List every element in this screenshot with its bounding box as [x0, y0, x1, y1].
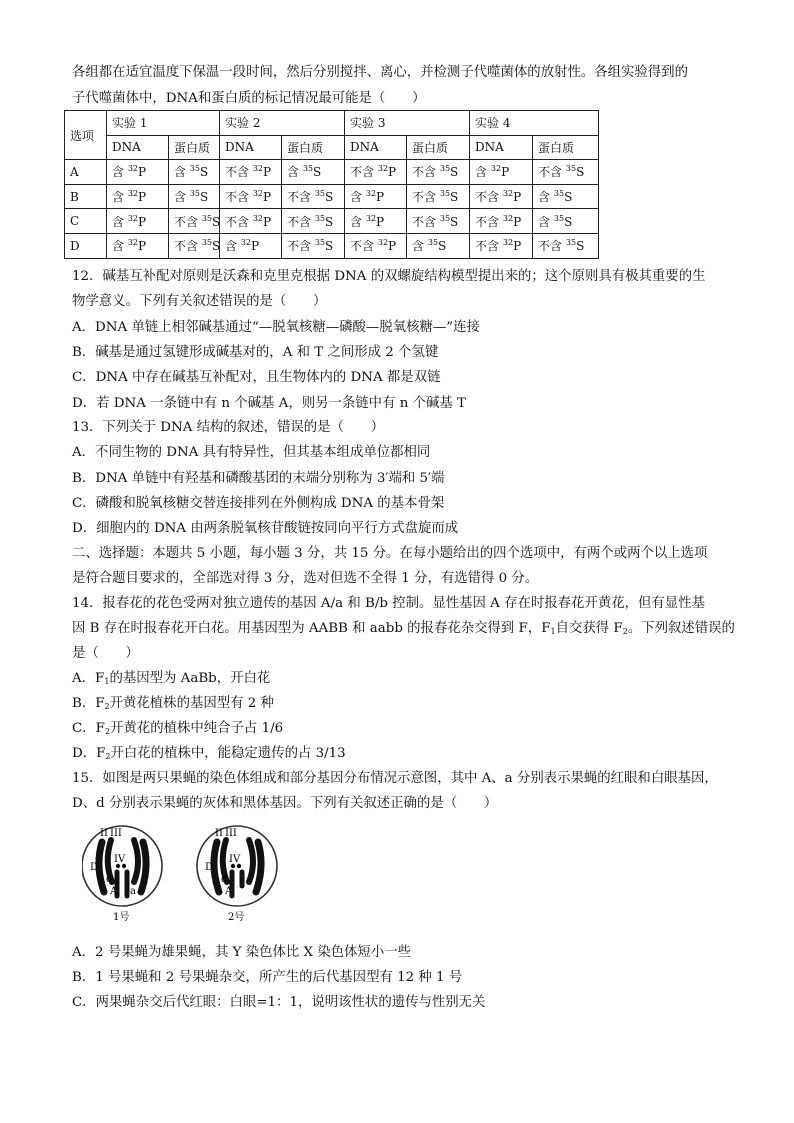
- label-cell: [220, 233, 282, 258]
- q13-option-c: C．磷酸和脱氧核糖交替连接排列在外侧构成 DNA 的基本骨架: [72, 496, 445, 511]
- isotope-mass: 32: [127, 238, 139, 248]
- option-header: 选项: [65, 111, 107, 160]
- isotope-element: P: [376, 214, 385, 229]
- label-cell: [345, 184, 407, 209]
- q14-stem-2c: 。下列叙述错误的: [627, 621, 735, 636]
- isotope-element: P: [513, 239, 522, 254]
- q14-stem-1: 14．报春花的花色受两对独立遗传的基因 A/a 和 B/b 控制。显性基因 A 存在时报春花开黄花，但有显性基: [72, 596, 705, 611]
- cell-prefix: 不含: [287, 239, 315, 254]
- cell-prefix: 不含: [287, 214, 315, 229]
- isotope-element: S: [212, 214, 221, 229]
- label-cell: [282, 184, 345, 209]
- label-cell: [345, 160, 407, 185]
- q15-option-c: C．两果蝇杂交后代红眼：白眼=1：1，说明该性状的遗传与性别无关: [72, 995, 486, 1010]
- gene-A: A: [110, 886, 118, 897]
- option-label: C．F: [72, 721, 105, 736]
- table-row: [65, 209, 599, 234]
- isotope-element: S: [313, 165, 322, 180]
- isotope-element: P: [263, 165, 272, 180]
- isotope-element: P: [501, 165, 510, 180]
- label-cell: [470, 233, 533, 258]
- isotope-mass: 32: [502, 189, 514, 199]
- option-label: D．F: [72, 746, 106, 761]
- isotope-element: P: [138, 190, 147, 205]
- subscript: 2: [104, 702, 110, 711]
- subscript: 1: [550, 627, 556, 636]
- cell-prefix: 含: [174, 190, 190, 205]
- label-iii: III: [225, 828, 237, 839]
- q15-stem-2: D、d 分别表示果蝇的灰体和黑体基因。下列有关叙述正确的是（ ）: [72, 796, 498, 811]
- isotope-element: P: [138, 239, 147, 254]
- isotope-element: S: [325, 214, 334, 229]
- q15-option-b: B．1 号果蝇和 2 号果蝇杂交，所产生的后代基因型有 12 种 1 号: [72, 970, 463, 985]
- cell-2: [197, 826, 277, 923]
- label-ii: II: [215, 828, 223, 839]
- option-label: B．F: [72, 696, 105, 711]
- experiment-1-header: 实验 1: [107, 111, 220, 136]
- cell-prefix: 含: [112, 190, 128, 205]
- cell-prefix: 不含: [174, 239, 202, 254]
- q15-stem-1: 15．如图是两只果蝇的染色体组成和部分基因分布情况示意图，其中 A、a 分别表示果蝇的红眼和白眼基因，: [72, 771, 718, 786]
- isotope-mass: 35: [439, 189, 451, 199]
- isotope-element: P: [376, 190, 385, 205]
- isotope-mass: 32: [252, 189, 264, 199]
- option-label-cell: A: [65, 160, 107, 185]
- section2-line-1: 二、选择题：本题共 5 小题，每小题 3 分，共 15 分。在每小题给出的四个选项中，有两个或两个以上选项: [72, 546, 708, 561]
- cell-prefix: 不含: [475, 190, 503, 205]
- isotope-mass: 35: [314, 238, 326, 248]
- isotope-mass: 32: [365, 213, 377, 223]
- cell-prefix: 含: [112, 239, 128, 254]
- chromosome-ii-right: [256, 842, 261, 892]
- isotope-mass: 32: [240, 238, 252, 248]
- q15-option-a: A．2 号果蝇为雄果蝇，其 Y 染色体比 X 染色体短小一些: [72, 945, 412, 960]
- isotope-mass: 32: [252, 164, 264, 174]
- cell-prefix: 含: [225, 239, 241, 254]
- chromosome-ii-left: [99, 842, 104, 892]
- q14-stem-3: 是（ ）: [72, 646, 139, 661]
- label-cell: [220, 209, 282, 234]
- dna-header: DNA: [470, 135, 533, 160]
- chromosome-ii-left: [214, 842, 219, 892]
- gene-d: d: [106, 874, 113, 885]
- cell-prefix: 不含: [225, 190, 253, 205]
- isotope-mass: 32: [502, 213, 514, 223]
- label-ii: II: [100, 828, 108, 839]
- isotope-element: S: [212, 239, 221, 254]
- isotope-element: P: [388, 165, 397, 180]
- cell-prefix: 不含: [350, 165, 378, 180]
- table-row: [65, 184, 599, 209]
- q14-option-d: [72, 745, 346, 763]
- experiment-table: [64, 110, 599, 259]
- isotope-element: P: [263, 214, 272, 229]
- isotope-mass: 35: [314, 189, 326, 199]
- isotope-mass: 35: [565, 238, 577, 248]
- isotope-mass: 35: [553, 189, 565, 199]
- cell-prefix: 不含: [475, 239, 503, 254]
- cell-prefix: 含: [412, 239, 428, 254]
- cell-prefix: 不含: [350, 239, 378, 254]
- cell-prefix: 含: [174, 165, 190, 180]
- dna-header: DNA: [220, 135, 282, 160]
- isotope-element: S: [576, 239, 585, 254]
- isotope-element: P: [513, 190, 522, 205]
- caption-1: 1号: [113, 912, 130, 923]
- isotope-element: S: [450, 190, 459, 205]
- isotope-mass: 35: [302, 164, 314, 174]
- isotope-element: S: [325, 239, 334, 254]
- q12-option-c: C．DNA 中存在碱基互补配对，且生物体内的 DNA 都是双链: [72, 370, 441, 385]
- experiment-4-header: 实验 4: [470, 111, 599, 136]
- cell-prefix: 含: [287, 165, 303, 180]
- cell-prefix: 不含: [174, 214, 202, 229]
- subscript: 2: [104, 727, 111, 736]
- chromosome-ii-right: [141, 842, 146, 892]
- intro-line-2: 子代噬菌体中，DNA和蛋白质的标记情况最可能是（ ）: [72, 91, 426, 106]
- cell-prefix: 不含: [225, 165, 253, 180]
- isotope-mass: 32: [377, 238, 389, 248]
- gene-D: D: [205, 862, 214, 873]
- cell-prefix: 含: [538, 214, 554, 229]
- label-cell: [345, 209, 407, 234]
- isotope-element: P: [138, 165, 147, 180]
- option-label-cell: D: [65, 233, 107, 258]
- intro-line-1: 各组都在适宜温度下保温一段时间，然后分别搅拌、离心，并检测子代噬菌体的放射性。各组实验得到的: [72, 65, 688, 80]
- table-body: [65, 160, 599, 258]
- isotope-mass: 32: [490, 164, 502, 174]
- option-label-cell: C: [65, 209, 107, 234]
- cell-prefix: 不含: [538, 239, 566, 254]
- isotope-element: P: [513, 214, 522, 229]
- subscript: 1: [104, 677, 110, 686]
- cell-prefix: 含: [538, 190, 554, 205]
- label-cell: [169, 160, 220, 185]
- isotope-element: S: [200, 165, 209, 180]
- isotope-element: P: [388, 239, 397, 254]
- isotope-element: S: [576, 165, 585, 180]
- label-cell: [407, 209, 470, 234]
- dna-header: DNA: [345, 135, 407, 160]
- table-row: [65, 233, 599, 258]
- gene-a: a: [130, 886, 136, 897]
- cell-prefix: 不含: [538, 165, 566, 180]
- isotope-element: P: [251, 239, 260, 254]
- q14-option-a: [72, 670, 270, 688]
- isotope-element: P: [263, 190, 272, 205]
- option-text: 开黄花的植株中纯合子占 1/6: [110, 721, 284, 736]
- fruit-fly-chromosome-figure: [82, 822, 287, 927]
- label-cell: [470, 184, 533, 209]
- cell-prefix: 含: [112, 165, 128, 180]
- option-label-cell: B: [65, 184, 107, 209]
- isotope-mass: 32: [365, 189, 377, 199]
- isotope-element: S: [438, 239, 447, 254]
- q14-stem-2b: 自交获得 F: [555, 621, 623, 636]
- gene-D: D: [90, 862, 99, 873]
- isotope-element: S: [325, 190, 334, 205]
- label-cell: [407, 160, 470, 185]
- q14-option-c: [72, 720, 283, 738]
- dna-header: DNA: [107, 135, 169, 160]
- label-cell: [533, 184, 599, 209]
- label-cell: [533, 233, 599, 258]
- cell-prefix: 不含: [412, 214, 440, 229]
- cell-prefix: 不含: [412, 190, 440, 205]
- isotope-mass: 35: [565, 164, 577, 174]
- isotope-element: P: [138, 214, 147, 229]
- cell-prefix: 不含: [287, 190, 315, 205]
- isotope-mass: 32: [127, 164, 139, 174]
- isotope-element: S: [564, 190, 573, 205]
- isotope-mass: 32: [252, 213, 264, 223]
- label-cell: [282, 209, 345, 234]
- label-iv: IV: [114, 854, 126, 865]
- cell-prefix: 含: [350, 190, 366, 205]
- label-cell: [407, 233, 470, 258]
- isotope-mass: 32: [502, 238, 514, 248]
- label-cell: [345, 233, 407, 258]
- protein-header: 蛋白质: [407, 135, 470, 160]
- label-cell: [107, 160, 169, 185]
- chromosome-iii-right: [249, 840, 253, 882]
- q13-stem: 13．下列关于 DNA 结构的叙述，错误的是（ ）: [72, 420, 385, 435]
- q14-stem-2a: 因 B 存在时报春花开白花。用基因型为 AABB 和 aabb 的报春花杂交得到 F，F: [72, 621, 551, 636]
- isotope-mass: 35: [553, 213, 565, 223]
- q13-option-a: A．不同生物的 DNA 具有特异性，但其基本组成单位都相同: [72, 445, 431, 460]
- subscript: 2: [622, 627, 628, 636]
- label-cell: [282, 233, 345, 258]
- q12-option-b: B．碱基是通过氢键形成碱基对的，A 和 T 之间形成 2 个氢键: [72, 345, 439, 360]
- label-iii: III: [110, 828, 122, 839]
- protein-header: 蛋白质: [169, 135, 220, 160]
- q12-option-d: D．若 DNA 一条链中有 n 个碱基 A，则另一条链中有 n 个碱基 T: [72, 396, 466, 411]
- isotope-element: S: [450, 165, 459, 180]
- isotope-element: S: [564, 214, 573, 229]
- isotope-mass: 35: [439, 213, 451, 223]
- protein-header: 蛋白质: [533, 135, 599, 160]
- cell-1: [82, 826, 162, 923]
- isotope-mass: 32: [127, 189, 139, 199]
- cell-prefix: 不含: [475, 214, 503, 229]
- label-cell: [169, 184, 220, 209]
- cell-prefix: 含: [112, 214, 128, 229]
- q12-stem-1: 12．碱基互补配对原则是沃森和克里克根据 DNA 的双螺旋结构模型提出来的；这个原则具有极其重要的生: [72, 269, 706, 284]
- label-cell: [107, 184, 169, 209]
- isotope-element: S: [200, 190, 209, 205]
- isotope-mass: 35: [439, 164, 451, 174]
- label-cell: [533, 209, 599, 234]
- isotope-mass: 35: [201, 213, 213, 223]
- cell-prefix: 含: [475, 165, 491, 180]
- label-cell: [533, 160, 599, 185]
- q13-option-d: D．细胞内的 DNA 由两条脱氧核苷酸链按同向平行方式盘旋而成: [72, 521, 459, 536]
- cell-prefix: 不含: [412, 165, 440, 180]
- label-iv: IV: [229, 854, 241, 865]
- isotope-element: S: [450, 214, 459, 229]
- section2-line-2: 是符合题目要求的，全部选对得 3 分，选对但选不全得 1 分，有选错得 0 分。: [72, 571, 539, 586]
- isotope-mass: 35: [427, 238, 439, 248]
- subscript: 2: [105, 752, 111, 761]
- caption-2: 2号: [228, 912, 245, 923]
- gene-A: A: [225, 886, 233, 897]
- q12-option-a: A．DNA 单链上相邻碱基通过“—脱氧核糖—磷酸—脱氧核糖—”连接: [72, 320, 480, 335]
- cell-prefix: 含: [350, 214, 366, 229]
- chromosome-iii-right: [134, 840, 138, 882]
- q13-option-b: B．DNA 单链中有羟基和磷酸基团的末端分别称为 3′端和 5′端: [72, 471, 445, 486]
- protein-header: 蛋白质: [282, 135, 345, 160]
- table-subheader-row: [65, 135, 599, 160]
- label-cell: [169, 233, 220, 258]
- experiment-2-header: 实验 2: [220, 111, 345, 136]
- experiment-3-header: 实验 3: [345, 111, 470, 136]
- isotope-mass: 32: [377, 164, 389, 174]
- label-cell: [282, 160, 345, 185]
- label-cell: [107, 233, 169, 258]
- option-text: 开白花的植株中，能稳定遗传的占 3/13: [110, 746, 346, 761]
- label-cell: [470, 209, 533, 234]
- label-cell: [470, 160, 533, 185]
- cell-prefix: 不含: [225, 214, 253, 229]
- isotope-mass: 35: [189, 164, 201, 174]
- gene-d: d: [221, 874, 228, 885]
- label-cell: [169, 209, 220, 234]
- option-text: 开黄花植株的基因型有 2 种: [109, 696, 274, 711]
- isotope-mass: 32: [127, 213, 139, 223]
- label-cell: [107, 209, 169, 234]
- isotope-mass: 35: [189, 189, 201, 199]
- q14-stem-2: [72, 620, 735, 638]
- q14-option-b: [72, 695, 274, 713]
- option-text: 的基因型为 AaBb，开白花: [109, 671, 271, 686]
- option-label: A．F: [72, 671, 105, 686]
- label-cell: [407, 184, 470, 209]
- table-row: [65, 160, 599, 185]
- label-cell: [220, 160, 282, 185]
- label-cell: [220, 184, 282, 209]
- isotope-mass: 35: [201, 238, 213, 248]
- table-header-row: [65, 111, 599, 136]
- isotope-mass: 35: [314, 213, 326, 223]
- q12-stem-2: 物学意义。下列有关叙述错误的是（ ）: [72, 294, 327, 309]
